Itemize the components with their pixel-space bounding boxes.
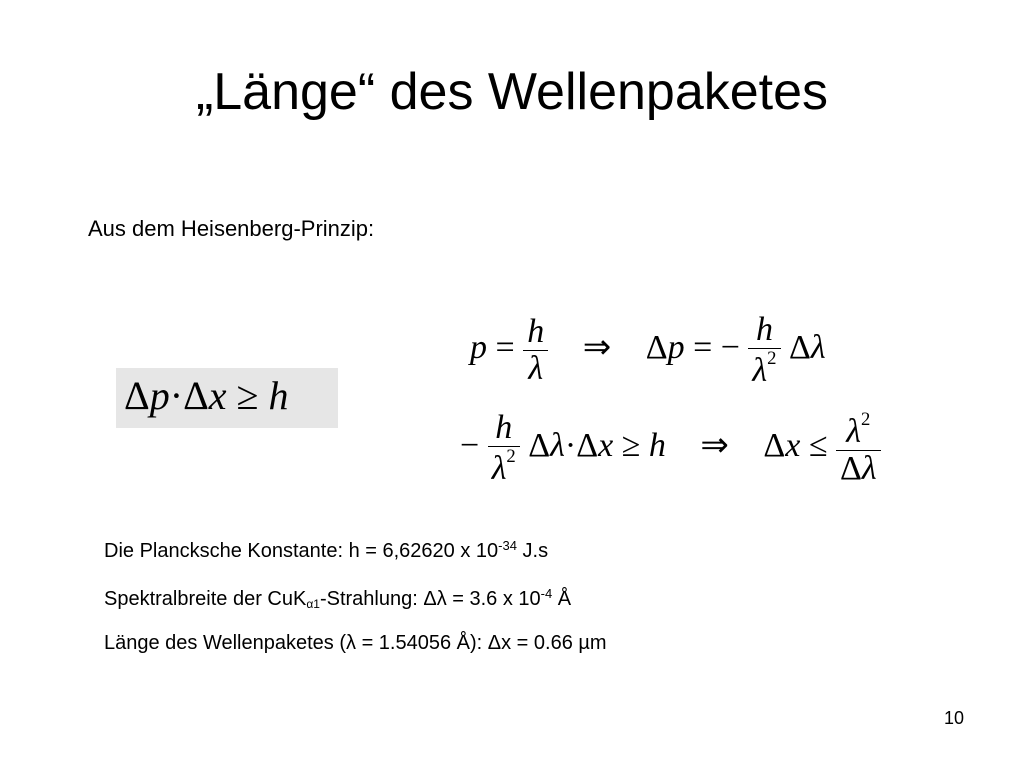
implies-symbol: ⇒	[700, 426, 729, 464]
page-number: 10	[944, 708, 965, 728]
spectral-width-line: Spektralbreite der CuKα1-Strahlung: Δλ = 3.6 x $10^{-4}$ Å	[104, 586, 572, 612]
implies-symbol: ⇒	[582, 328, 612, 366]
intro-text: Aus dem Heisenberg-Prinzip:	[88, 216, 375, 241]
equation-momentum-derivation: p = $\frac{h}{\lambda}$ ⇒ Δp = − $\frac{h}{\lambda^2}$ Δλ	[470, 311, 826, 389]
planck-constant-line: Die Plancksche Konstante: h = 6,62620 x $10^{-34}$ J.s	[104, 538, 549, 563]
uncertainty-relation-box	[116, 368, 338, 428]
equation-length-derivation: − $\frac{h}{\lambda^2}$ Δλ·Δx ≥ h ⇒ Δx ≤ $\frac{\lambda^2}{\Delta\lambda}$	[460, 410, 881, 486]
slide-title: „Länge“ des Wellenpaketes	[195, 63, 829, 121]
wavepacket-length-line: Länge des Wellenpaketes (λ = 1.54056 Å): Δx = 0.66 µm	[104, 632, 607, 654]
uncertainty-relation-formula: Δp·Δx ≥ h	[124, 373, 289, 418]
